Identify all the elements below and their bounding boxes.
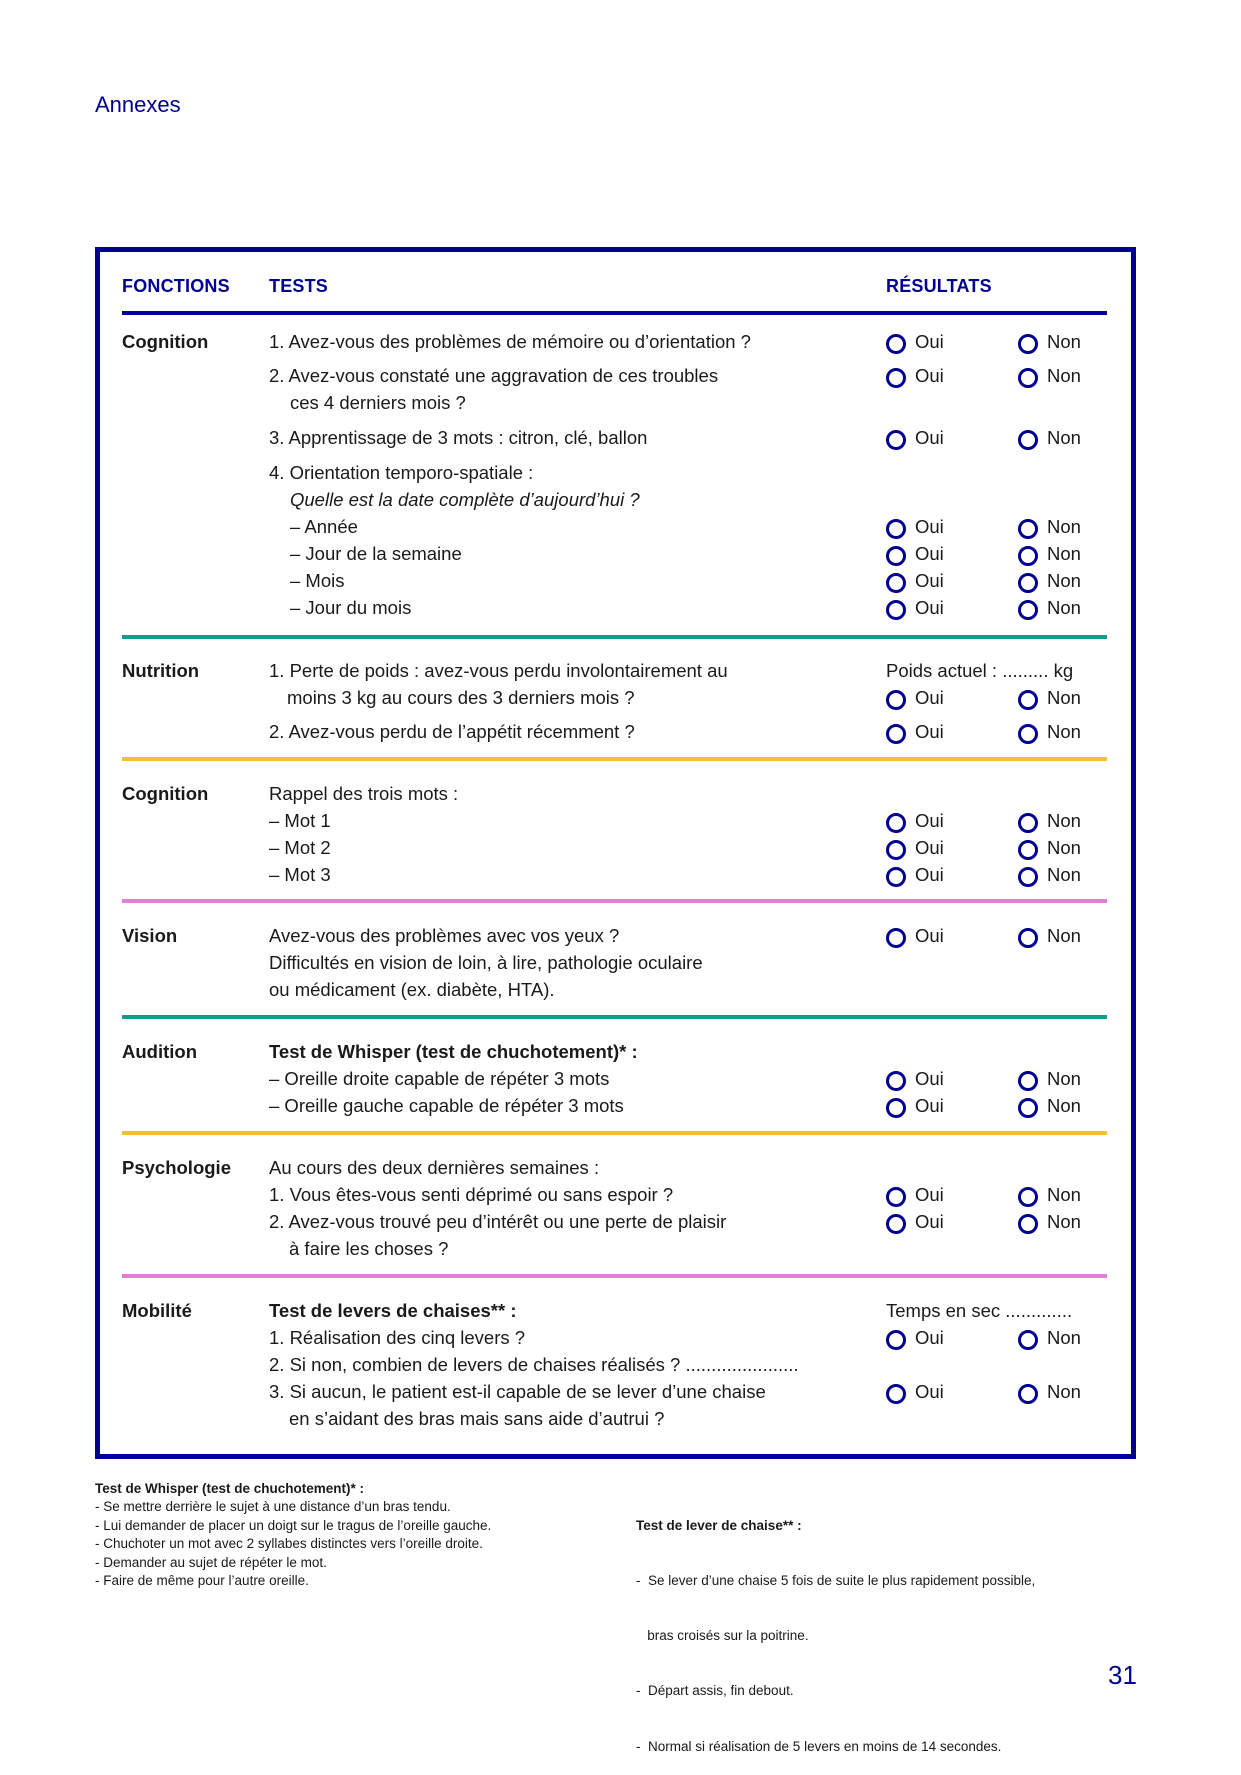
- test-sub-item: – Mois: [290, 570, 345, 591]
- test-question: 4. Orientation temporo-spatiale :: [269, 462, 534, 483]
- test-title: Test de Whisper (test de chuchotement)* :: [269, 1041, 638, 1062]
- radio-non-circle-icon[interactable]: [1018, 1071, 1038, 1091]
- test-question: 2. Avez-vous trouvé peu d’intérêt ou une perte de plaisir: [269, 1211, 727, 1232]
- radio-oui-label[interactable]: Oui: [915, 837, 944, 858]
- test-question: 1. Vous êtes-vous senti déprimé ou sans espoir ?: [269, 1184, 674, 1205]
- radio-non-circle-icon[interactable]: [1018, 690, 1038, 710]
- test-sub-item: – Oreille droite capable de répéter 3 mots: [269, 1068, 610, 1089]
- column-header-tests: TESTS: [269, 276, 329, 296]
- radio-non-label[interactable]: Non: [1047, 570, 1081, 591]
- test-sub-item: – Mot 1: [269, 810, 331, 831]
- radio-oui-label[interactable]: Oui: [915, 721, 944, 742]
- footnote-item: - Demander au sujet de répéter le mot.: [95, 1554, 327, 1570]
- test-sub-item: – Mot 2: [269, 837, 331, 858]
- radio-non-label[interactable]: Non: [1047, 543, 1081, 564]
- test-question-continued: en s’aidant des bras mais sans aide d’autrui ?: [289, 1408, 665, 1429]
- time-seconds-field[interactable]: Temps en sec .............: [886, 1300, 1073, 1321]
- test-question: 3. Si aucun, le patient est-il capable de se lever d’une chaise: [269, 1381, 766, 1402]
- radio-non-circle-icon[interactable]: [1018, 1098, 1038, 1118]
- page-header-title: Annexes: [95, 92, 181, 117]
- radio-oui-circle-icon[interactable]: [886, 519, 906, 539]
- section-divider-pink: [122, 1274, 1107, 1278]
- column-header-resultats: RÉSULTATS: [886, 276, 992, 296]
- radio-oui-label[interactable]: Oui: [915, 810, 944, 831]
- radio-oui-circle-icon[interactable]: [886, 546, 906, 566]
- radio-oui-label[interactable]: Oui: [915, 543, 944, 564]
- radio-non-label[interactable]: Non: [1047, 864, 1081, 885]
- radio-oui-circle-icon[interactable]: [886, 600, 906, 620]
- header-divider: [122, 311, 1107, 315]
- page-number: 31: [1108, 1660, 1137, 1690]
- radio-oui-label[interactable]: Oui: [915, 365, 944, 386]
- radio-oui-circle-icon[interactable]: [886, 813, 906, 833]
- test-question-italic: Quelle est la date complète d’aujourd’hui ?: [290, 489, 640, 510]
- footnote-item: - Normal si réalisation de 5 levers en moins de 14 secondes.: [636, 1738, 1002, 1754]
- radio-oui-label[interactable]: Oui: [915, 1381, 944, 1402]
- radio-non-circle-icon[interactable]: [1018, 928, 1038, 948]
- radio-non-label[interactable]: Non: [1047, 837, 1081, 858]
- radio-non-circle-icon[interactable]: [1018, 1384, 1038, 1404]
- section-divider-teal: [122, 1015, 1107, 1019]
- footnote-item: - Chuchoter un mot avec 2 syllabes distinctes vers l’oreille droite.: [95, 1536, 483, 1552]
- radio-non-label[interactable]: Non: [1047, 721, 1081, 742]
- radio-non-label[interactable]: Non: [1047, 1068, 1081, 1089]
- radio-oui-label[interactable]: Oui: [915, 925, 944, 946]
- test-question-continued: à faire les choses ?: [289, 1238, 449, 1259]
- radio-non-label[interactable]: Non: [1047, 1095, 1081, 1116]
- radio-non-circle-icon[interactable]: [1018, 573, 1038, 593]
- radio-non-label[interactable]: Non: [1047, 597, 1081, 618]
- weight-input-field[interactable]: Poids actuel : ......... kg: [886, 660, 1074, 681]
- test-question: Rappel des trois mots :: [269, 783, 459, 804]
- radio-oui-circle-icon[interactable]: [886, 1098, 906, 1118]
- radio-oui-label[interactable]: Oui: [915, 1211, 944, 1232]
- function-label: Cognition: [122, 783, 209, 804]
- radio-non-circle-icon[interactable]: [1018, 368, 1038, 388]
- radio-oui-label[interactable]: Oui: [915, 597, 944, 618]
- radio-non-label[interactable]: Non: [1047, 365, 1081, 386]
- test-question: Au cours des deux dernières semaines :: [269, 1157, 600, 1178]
- test-question: 2. Avez-vous perdu de l’appétit récemment ?: [269, 721, 635, 742]
- footnote-item: - Lui demander de placer un doigt sur le tragus de l’oreille gauche.: [95, 1517, 492, 1533]
- radio-oui-circle-icon[interactable]: [886, 840, 906, 860]
- radio-oui-circle-icon[interactable]: [886, 1071, 906, 1091]
- radio-oui-circle-icon[interactable]: [886, 724, 906, 744]
- radio-non-label[interactable]: Non: [1047, 516, 1081, 537]
- radio-oui-circle-icon[interactable]: [886, 1330, 906, 1350]
- function-label: Mobilité: [122, 1300, 192, 1321]
- column-header-fonctions: FONCTIONS: [122, 276, 230, 296]
- footnote-item: - Se lever d’une chaise 5 fois de suite le plus rapidement possible,: [636, 1573, 1036, 1589]
- test-question: 3. Apprentissage de 3 mots : citron, clé, ballon: [269, 427, 648, 448]
- footnote-whisper: [95, 1480, 491, 1590]
- footnote-item: - Départ assis, fin debout.: [636, 1683, 794, 1699]
- section-divider-pink: [122, 899, 1107, 903]
- radio-non-circle-icon[interactable]: [1018, 840, 1038, 860]
- radio-non-circle-icon[interactable]: [1018, 1330, 1038, 1350]
- radio-non-label[interactable]: Non: [1047, 427, 1081, 448]
- test-sub-item: – Année: [290, 516, 358, 537]
- radio-oui-circle-icon[interactable]: [886, 368, 906, 388]
- function-label: Cognition: [122, 331, 209, 352]
- radio-oui-label[interactable]: Oui: [915, 687, 944, 708]
- test-sub-item: – Jour du mois: [290, 597, 412, 618]
- radio-oui-label[interactable]: Oui: [915, 331, 944, 352]
- test-sub-item: – Oreille gauche capable de répéter 3 mots: [269, 1095, 624, 1116]
- radio-oui-circle-icon[interactable]: [886, 430, 906, 450]
- radio-oui-circle-icon[interactable]: [886, 867, 906, 887]
- function-label: Nutrition: [122, 660, 200, 681]
- test-question: 1. Avez-vous des problèmes de mémoire ou d’orientation ?: [269, 331, 751, 352]
- radio-non-label[interactable]: Non: [1047, 331, 1081, 352]
- test-question-continued: moins 3 kg au cours des 3 derniers mois ?: [287, 687, 635, 708]
- radio-non-label[interactable]: Non: [1047, 1327, 1081, 1348]
- radio-oui-label[interactable]: Oui: [915, 1095, 944, 1116]
- section-divider-yellow: [122, 757, 1107, 761]
- test-sub-item: – Jour de la semaine: [290, 543, 462, 564]
- radio-non-circle-icon[interactable]: [1018, 519, 1038, 539]
- radio-non-circle-icon[interactable]: [1018, 867, 1038, 887]
- test-question-continued: ces 4 derniers mois ?: [290, 392, 466, 413]
- radio-non-label[interactable]: Non: [1047, 1184, 1081, 1205]
- radio-oui-label[interactable]: Oui: [915, 1184, 944, 1205]
- radio-oui-circle-icon[interactable]: [886, 1214, 906, 1234]
- footnote-item: - Faire de même pour l’autre oreille.: [95, 1573, 309, 1589]
- radio-oui-circle-icon[interactable]: [886, 690, 906, 710]
- radio-non-label[interactable]: Non: [1047, 1381, 1081, 1402]
- test-sub-item: – Mot 3: [269, 864, 331, 885]
- radio-oui-label[interactable]: Oui: [915, 1327, 944, 1348]
- footnote-item: bras croisés sur la poitrine.: [636, 1628, 809, 1644]
- test-question: Difficultés en vision de loin, à lire, pathologie oculaire: [269, 952, 703, 973]
- section-divider-yellow: [122, 1131, 1107, 1135]
- radio-non-label[interactable]: Non: [1047, 810, 1081, 831]
- radio-oui-label[interactable]: Oui: [915, 427, 944, 448]
- radio-oui-circle-icon[interactable]: [886, 1187, 906, 1207]
- function-label: Audition: [122, 1041, 198, 1062]
- radio-non-circle-icon[interactable]: [1018, 1187, 1038, 1207]
- radio-oui-circle-icon[interactable]: [886, 1384, 906, 1404]
- radio-non-label[interactable]: Non: [1047, 1211, 1081, 1232]
- radio-oui-label[interactable]: Oui: [915, 1068, 944, 1089]
- radio-oui-label[interactable]: Oui: [915, 864, 944, 885]
- radio-non-circle-icon[interactable]: [1018, 600, 1038, 620]
- radio-oui-circle-icon[interactable]: [886, 928, 906, 948]
- function-label: Vision: [122, 925, 178, 946]
- radio-non-circle-icon[interactable]: [1018, 1214, 1038, 1234]
- footnote-title: Test de lever de chaise** :: [636, 1517, 802, 1533]
- test-question: 2. Avez-vous constaté une aggravation de ces troubles: [269, 365, 719, 386]
- test-title: Test de levers de chaises** :: [269, 1300, 517, 1321]
- radio-non-label[interactable]: Non: [1047, 687, 1081, 708]
- footnote-title: Test de Whisper (test de chuchotement)* :: [95, 1481, 365, 1496]
- radio-non-circle-icon[interactable]: [1018, 430, 1038, 450]
- test-question: 1. Perte de poids : avez-vous perdu involontairement au: [269, 660, 728, 681]
- radio-non-label[interactable]: Non: [1047, 925, 1081, 946]
- radio-non-circle-icon[interactable]: [1018, 334, 1038, 354]
- test-question: Avez-vous des problèmes avec vos yeux ?: [269, 925, 620, 946]
- radio-oui-circle-icon[interactable]: [886, 334, 906, 354]
- section-divider-teal: [122, 635, 1107, 639]
- radio-non-circle-icon[interactable]: [1018, 813, 1038, 833]
- footnote-chaise: [636, 1480, 1035, 1775]
- radio-oui-label[interactable]: Oui: [915, 516, 944, 537]
- radio-oui-label[interactable]: Oui: [915, 570, 944, 591]
- radio-non-circle-icon[interactable]: [1018, 724, 1038, 744]
- test-question: 1. Réalisation des cinq levers ?: [269, 1327, 526, 1348]
- radio-non-circle-icon[interactable]: [1018, 546, 1038, 566]
- test-question: ou médicament (ex. diabète, HTA).: [269, 979, 555, 1000]
- radio-oui-circle-icon[interactable]: [886, 573, 906, 593]
- chair-rises-count-field[interactable]: 2. Si non, combien de levers de chaises réalisés ? ......................: [269, 1354, 799, 1375]
- function-label: Psychologie: [122, 1157, 231, 1178]
- footnote-item: - Se mettre derrière le sujet à une distance d’un bras tendu.: [95, 1499, 451, 1515]
